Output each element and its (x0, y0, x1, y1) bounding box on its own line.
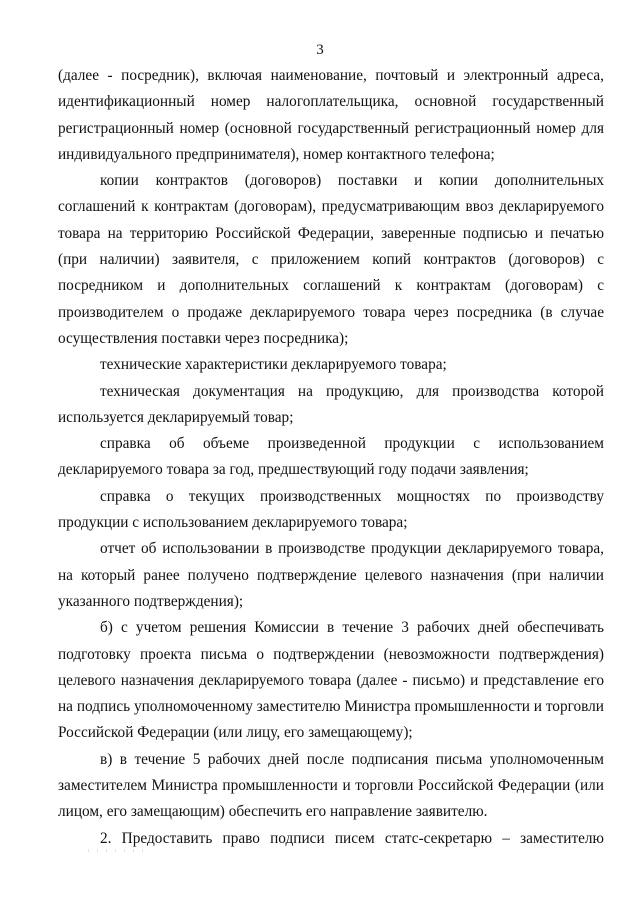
paragraph-item-2: 2. Предоставить право подписи писем статс-секретарю – заместителю (100, 829, 604, 847)
paragraph-item-v: в) в течение 5 рабочих дней после подписания письма уполномоченным заместителем Министра промышленности и торговли Российской Федерации (или лицом, его замещающим) обеспечить его направление заявителю. (58, 750, 604, 821)
paragraph-item-b: б) с учетом решения Комиссии в течение 3 рабочих дней обеспечивать подготовку проекта письма о подтверждении (невозможности подтверждения) целевого назначения декларируемого товара (далее - письмо) и представление его на подпись уполномоченному заместителю Министра промышленности и торговли Российской Федерации (или лицу, его замещающему); (58, 619, 604, 742)
scan-artifact (88, 849, 148, 852)
page-number: 3 (316, 42, 324, 58)
document-body (58, 63, 604, 852)
paragraph-usage-report: отчет об использовании в производстве продукции декларируемого товара, на который ранее получено подтверждение целевого назначения (при наличии указанного подтверждения); (58, 540, 604, 610)
paragraph-technical-documentation: техническая документация на продукцию, для производства которой используется декларируемый товар; (58, 382, 604, 426)
paragraph-technical-characteristics: технические характеристики декларируемого товара; (100, 356, 447, 374)
paragraph-production-capacity-certificate: справка о текущих производственных мощностях по производству продукции с использованием декларируемого товара; (58, 487, 604, 532)
paragraph-contract-copies: копии контрактов (договоров) поставки и копии дополнительных соглашений к контрактам (договорам), предусматривающим ввоз декларируемого товара на территорию Российской Федерации, заверенные подписью и печатью (при наличии) заявителя, с приложением копий контрактов (договоров) с посредником и дополнительных соглашений к контрактам (договорам) с производителем о продаже декларируемого товара через посредника (в случае осуществления поставки через посредника); (58, 172, 604, 347)
paragraph-intermediary-details: (далее - посредник), включая наименование, почтовый и электронный адреса, идентификационный номер налогоплательщика, основной государственный регистрационный номер (основной государственный регистрационный номер для индивидуального предпринимателя), номер контактного телефона; (58, 67, 604, 163)
paragraph-production-volume-certificate: справка об объеме произведенной продукции с использованием декларируемого товара за год, предшествующий году подачи заявления; (58, 435, 604, 479)
